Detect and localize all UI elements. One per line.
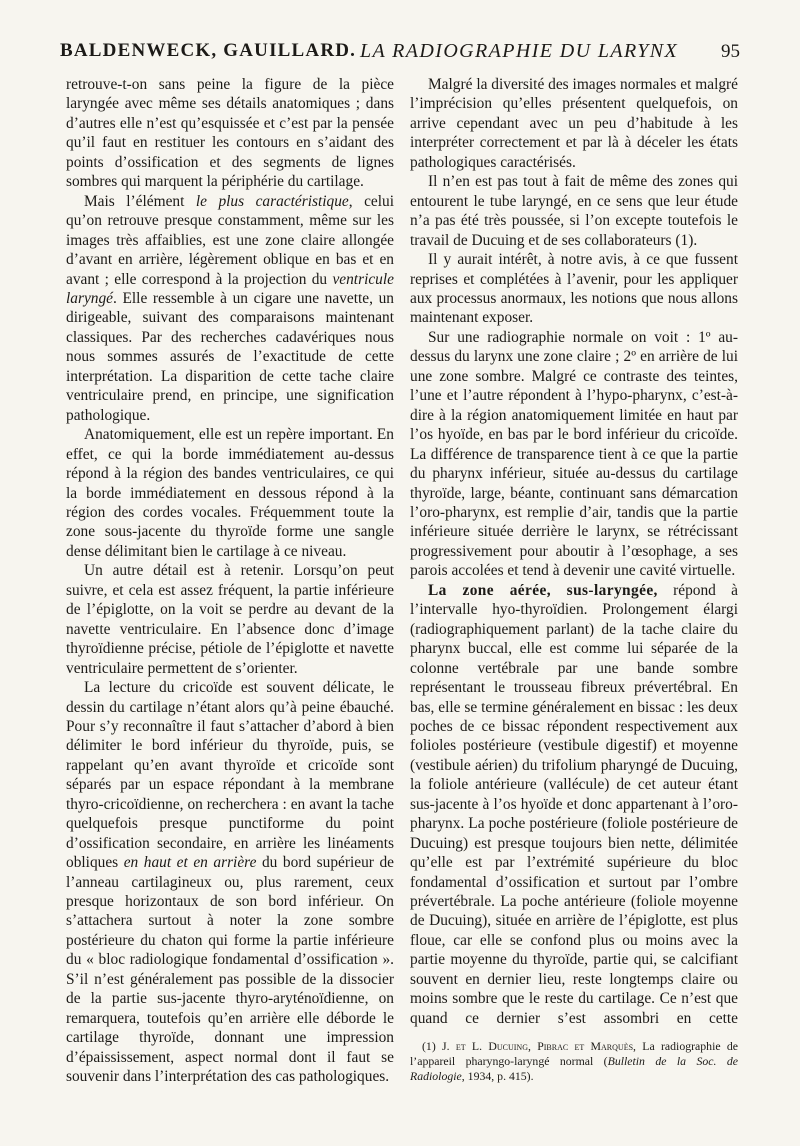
left-column bbox=[66, 75, 394, 1087]
footnote-authors: J. et L. Ducuing, Pibrac et Marquès, bbox=[442, 1039, 636, 1053]
running-head-title: LA RADIOGRAPHIE DU LARYNX bbox=[360, 40, 679, 62]
footnote-journal: Bulletin de la Soc. de Radiologie bbox=[410, 1054, 738, 1083]
paragraph: Sur une radiographie normale on voit : 1º au-dessus du larynx une zone claire ; 2º en arrière de lui une zone sombre. Malgré ce contraste des teintes, l’une et l’autre répondent à l’hypo-pharynx, c’est-à-dire à la région anatomiquement limitée en haut par l’os hyoïde, en bas par le bord inférieur du cricoïde. La différence de transparence tient à ce que la partie du pharynx inférieur, située au-dessus du cartilage thyroïde, large, béante, continuant sans démarcation l’oro-pharynx, est remplie d’air, tandis que la partie inférieure située derrière le larynx, se rétrécissant progressivement pour aboutir à l’œsophage, a ses parois accolées et tend à devenir une cavité virtuelle. bbox=[410, 328, 738, 580]
emphasis: ventricule laryngé bbox=[66, 270, 394, 307]
paragraph: Un autre détail est à retenir. Lorsqu’on peut suivre, et cela est assez fréquent, la partie inférieure de l’épiglotte, on la voit se perdre au devant de la navette ventriculaire. En l’absence donc d’image thyroïdienne précise, pétiole de l’épiglotte et navette ventriculaire permettent de s’orienter. bbox=[66, 562, 394, 677]
paragraph: retrouve-t-on sans peine la figure de la pièce laryngée avec même ses détails anatomiques ; dans d’autres elle n’est qu’esquissée et c’est par la pensée qu’il faut en restituer les contours en s’aidant des points d’ossification et des segments de lignes sombres qui marquent la périphérie du cartilage. bbox=[66, 76, 394, 191]
emphasis: en haut et en arrière bbox=[123, 854, 257, 872]
paragraph: Mais l’élément le plus caractéristique, celui qu’on retrouve presque constamment, même sur les images très affaiblies, est une zone claire allongée d’avant en arrière, légèrement oblique en bas et en avant ; elle correspond à la projection du ventricule laryngé. Elle ressemble à un cigare une navette, un dirigeable, suivant des comparaisons maintenant classiques. Par des recherches cadavériques nous nous sommes assurés de l’exactitude de cette interprétation. La disparition de cette tache claire ventriculaire prend, en principe, une signification pathologique. bbox=[66, 192, 395, 424]
footnote-marker: (1) bbox=[422, 1039, 436, 1053]
paragraph: La zone aérée, sus-laryngée, répond à l’intervalle hyo-thyroïdien. Prolongement élargi (radiographiquement parlant) de la tache claire du pharynx buccal, elle est comme lui séparée de la colonne vertébrale par une bande sombre représentant le trousseau fibreux prévertébral. En bas, elle se termine généralement en bissac : les deux poches de ce bissac répondent respectivement aux folioles postérieure (vestibule digestif) et moyenne (vestibule aérien) du trifolium pharyngé de Ducuing, la foliole antérieure (vallécule) de cet auteur étant sus-jacente à l’os hyoïde et donc appartenant à l’oro-pharynx. La poche postérieure (foliole postérieure de Ducuing) est presque toujours bien nette, délimitée qu’elle est par l’extrémité supérieure du bloc fondamental d’ossification et surtout par l’ombre prévertébrale. La poche antérieure (foliole moyenne de Ducuing), située en arrière de l’épiglotte, est plus floue, car elle se confond plus ou moins avec la partie moyenne du thyroïde, partie qui, se calcifiant souvent en dernier lieu, reste longtemps claire ou moins sombre que le reste du cartilage. Ce n’est que quand ce dernier s’est assombri en cette bbox=[410, 581, 739, 1027]
paragraph: Malgré la diversité des images normales et malgré l’imprécision qu’elles présentent quelquefois, on arrive cependant avec un peu d’habitude à les interpréter correctement et par là à déceler les états pathologiques caractérisés. bbox=[410, 76, 738, 171]
footnote-text: (1) J. et L. Ducuing, Pibrac et Marquès, La radiographie de l’appareil pharyngo-laryngé normal (Bulletin de la Soc. de Radiologie, 1934, p. 415). bbox=[410, 1039, 739, 1083]
paragraph: La lecture du cricoïde est souvent délicate, le dessin du cartilage n’étant alors qu’à peine ébauché. Pour s’y reconnaître il faut s’attacher d’abord à bien délimiter le bord inférieur du thyroïde, puis, se rappelant qu’en avant thyroïde et cricoïde sont séparés par un espace répondant à la membrane thyro-cricoïdienne, on recherchera : en avant la tache quelquefois presque punctiforme du point d’ossification secondaire, en arrière les linéaments obliques en haut et en arrière du bord supérieur de l’anneau cartilagineux ou, plus rarement, ceux presque horizontaux de son bord inférieur. On s’attachera surtout à noter la zone sombre postérieure du chaton qui forme la partie inférieure du « bloc radiologique fondamental d’ossification ». S’il n’est généralement pas possible de la dissocier de la partie sus-jacente thyro-aryténoïdienne, on remarquera, toutefois qu’en arrière elle déborde le cartilage thyroïde, donnant une impression d’épaississement, aspect normal dont il faut se souvenir dans l’interprétation des cas pathologiques. bbox=[66, 679, 394, 1086]
footnote bbox=[410, 1039, 738, 1084]
emphasis: le plus caractéristique bbox=[195, 192, 349, 210]
running-head bbox=[60, 40, 740, 64]
right-column bbox=[410, 75, 738, 1028]
paragraph: Anatomiquement, elle est un repère important. En effet, ce qui la borde immédiatement au-dessus répond à la région des bandes ventriculaires, ce qui la borde immédiatement en dessous répond à la région des cordes vocales. Fréquemment toute la zone sous-jacente du thyroïde forme une sangle dense délimitant bien le cartilage à ce niveau. bbox=[66, 426, 394, 560]
page-number: 95 bbox=[721, 41, 740, 62]
section-lead-bold: La zone aérée, sus-laryngée, bbox=[428, 581, 658, 599]
paragraph: Il n’en est pas tout à fait de même des zones qui entourent le tube laryngé, en ce sens que leur étude n’a pas été très poussée, si l’on excepte toutefois le travail de Ducuing et de ses collaborateurs (1). bbox=[410, 173, 738, 249]
running-head-authors: BALDENWECK, GAUILLARD. bbox=[60, 40, 357, 61]
paragraph: Il y aurait intérêt, à notre avis, à ce que fussent reprises et complétées à l’avenir, pour les appliquer aux processus anormaux, les notions que nous allons maintenant exposer. bbox=[410, 251, 738, 327]
